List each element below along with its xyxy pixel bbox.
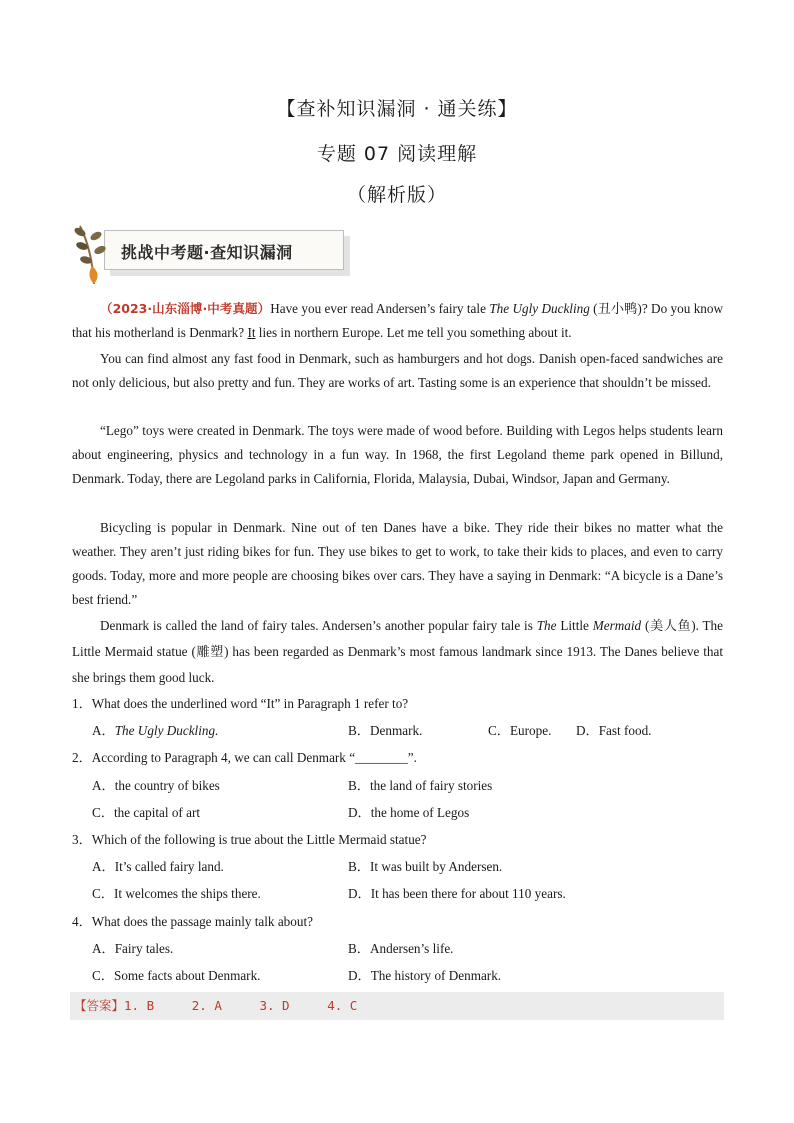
- passage-paragraph-2: You can find almost any fast food in Denmark, such as hamburgers and hot dogs. Danish open-faced sandwiches are not only delicious, but also pretty and fun. They are works of art. Tasting some is an experience that shouldn’t be missed.: [72, 351, 723, 390]
- p5-the: The: [536, 618, 557, 633]
- question-1-stem: 1．What does the underlined word “It” in Paragraph 1 refer to?: [72, 696, 409, 711]
- passage-paragraph-4: Bicycling is popular in Denmark. Nine out of ten Danes have a bike. They ride their bikes no matter what the weather. They aren’t just riding bikes for fun. They use bikes to get to work, to take their kids to places, and even to carry goods. Today, more and more people are choosing bikes over cars. They have a saying in Denmark: “A bicycle is a Dane’s best friend.”: [72, 520, 723, 607]
- question-4-option-d: D．The history of Denmark.: [348, 968, 502, 983]
- question-4-option-a: A．Fairy tales.: [92, 941, 174, 956]
- q1-option-a-text: The Ugly Duckling.: [114, 723, 219, 738]
- banner-box: [104, 230, 344, 270]
- underlined-it: It: [247, 325, 256, 340]
- header-title-3: （解析版）: [346, 184, 447, 206]
- question-4-option-c: C．Some facts about Denmark.: [92, 968, 261, 983]
- banner-label: 挑战中考题·查知识漏洞: [121, 243, 293, 262]
- p5-text-c: (美人鱼). The Little Mermaid statue (雕塑) has been regarded as Denmark’s most famous landmark since 1913. The Danes believe that she brings them good luck.: [72, 618, 723, 685]
- p1-text-b: (丑小鸭)? Do you know that his motherland is Denmark?: [72, 301, 723, 340]
- passage-paragraph-3: “Lego” toys were created in Denmark. The toys were made of wood before. Building with Legos helps students learn about engineering, physics and technology in a fun way. In 1968, the first Legoland theme park opened in Billund, Denmark. Today, there are Legoland parks in California, Florida, Malaysia, Dubai, Windsor, Japan and Germany.: [72, 423, 723, 486]
- leaf-branch-icon: [72, 222, 118, 288]
- p1-text-c: lies in northern Europe. Let me tell you something about it.: [255, 325, 572, 340]
- p1-book-title: The Ugly Duckling: [489, 301, 590, 316]
- question-4-option-b: B．Andersen’s life.: [348, 941, 454, 956]
- p5-mermaid: Mermaid: [592, 618, 642, 633]
- question-3-option-b: B．It was built by Andersen.: [348, 859, 503, 874]
- question-2-option-b: B．the land of fairy stories: [348, 778, 493, 793]
- q1-option-a-letter: A．: [92, 723, 115, 738]
- question-1-option-b: B．Denmark.: [348, 723, 423, 738]
- p5-text-b: Little: [556, 618, 593, 633]
- passage-paragraph-5: [72, 613, 723, 691]
- question-1-option-c: C．Europe.: [488, 723, 552, 738]
- question-source: （2023·山东淄博·中考真题）: [100, 301, 271, 316]
- answer-values: 1. B 2. A 3. D 4. C: [124, 998, 358, 1013]
- answer-label: 【答案】: [74, 998, 125, 1013]
- section-banner: [72, 222, 362, 288]
- question-1-option-a: [92, 721, 218, 741]
- header-title-1: 【查补知识漏洞 · 通关练】: [276, 98, 518, 120]
- question-2-option-d: D．the home of Legos: [348, 805, 470, 820]
- answer-line: [74, 996, 357, 1014]
- answer-bar: [70, 992, 724, 1020]
- passage-paragraph-1: [72, 297, 723, 345]
- question-3-option-c: C．It welcomes the ships there.: [92, 886, 261, 901]
- question-1-option-d: D．Fast food.: [576, 723, 652, 738]
- question-2-option-a: A．the country of bikes: [92, 778, 220, 793]
- question-2-option-c: C．the capital of art: [92, 805, 201, 820]
- question-2-stem: 2．According to Paragraph 4, we can call Denmark “________”.: [72, 750, 417, 765]
- question-3-option-a: A．It’s called fairy land.: [92, 859, 224, 874]
- question-3-stem: 3．Which of the following is true about the Little Mermaid statue?: [72, 832, 427, 847]
- p5-text-a: Denmark is called the land of fairy tales. Andersen’s another popular fairy tale is: [100, 618, 537, 633]
- header-title-2: 专题 07 阅读理解: [316, 143, 478, 165]
- p1-text-a: Have you ever read Andersen’s fairy tale: [270, 301, 490, 316]
- question-3-option-d: D．It has been there for about 110 years.: [348, 886, 566, 901]
- question-4-stem: 4．What does the passage mainly talk about?: [72, 914, 313, 929]
